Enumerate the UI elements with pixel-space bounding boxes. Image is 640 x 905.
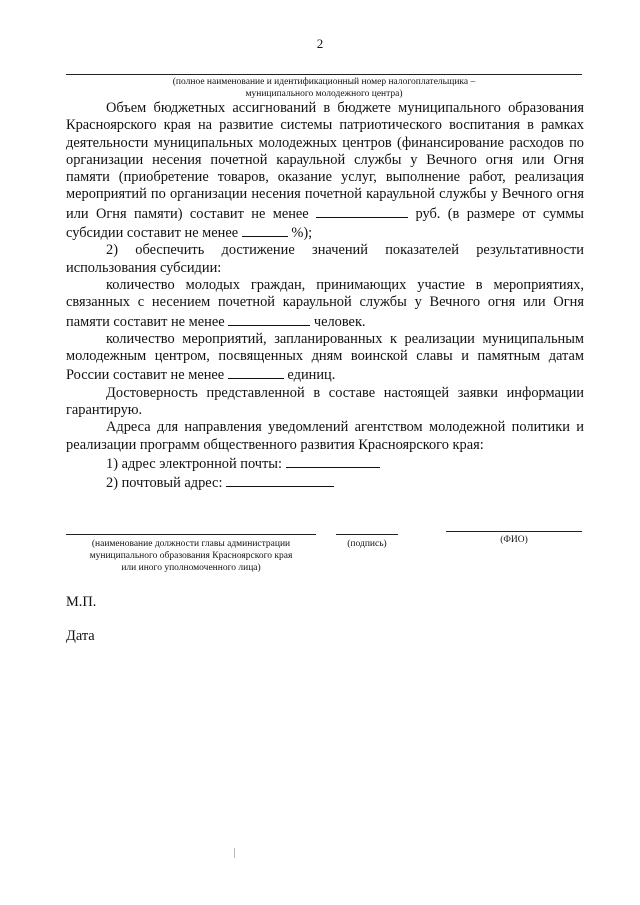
paragraph-youth-count-end: человек. bbox=[313, 313, 366, 330]
events-count-blank bbox=[228, 365, 284, 379]
paragraph-youth-count bbox=[66, 277, 584, 331]
page-number: 2 bbox=[316, 36, 324, 51]
name-line bbox=[446, 531, 582, 532]
youth-count-blank bbox=[228, 312, 310, 326]
amount-blank bbox=[316, 204, 408, 218]
signature-caption: (подпись) bbox=[347, 539, 387, 549]
paragraph-events-count bbox=[66, 331, 584, 385]
name-caption: (ФИО) bbox=[500, 535, 528, 545]
email-label: 1) адрес электронной почты: bbox=[106, 455, 282, 472]
paragraph-addresses: Адреса для направления уведомлений агентством молодежной политики и реализации программ общественного развития Красноярского края: bbox=[66, 419, 584, 453]
paragraph-budget-end: %); bbox=[291, 225, 313, 242]
position-caption bbox=[66, 538, 316, 574]
date-label: Дата bbox=[66, 628, 95, 644]
paragraph-youth-count-text: количество молодых граждан, принимающих участие в мероприятиях, связанных с несением почетной караульной службы у Вечного огня или Огня памяти составит не менее bbox=[66, 276, 584, 330]
paragraph-email bbox=[66, 454, 584, 473]
scan-artifact bbox=[234, 848, 235, 858]
paragraph-reliability: Достоверность представленной в составе настоящей заявки информации гарантирую. bbox=[66, 384, 584, 419]
stamp-label: М.П. bbox=[66, 594, 97, 610]
header-caption-line-1: (полное наименование и идентификационный номер налогоплательщика – bbox=[172, 77, 476, 87]
position-caption-line-3: или иного уполномоченного лица) bbox=[121, 563, 261, 573]
signature-line bbox=[336, 534, 398, 535]
paragraph-budget bbox=[66, 100, 584, 242]
paragraph-events-count-end: единиц. bbox=[287, 367, 336, 384]
position-caption-line-2: муниципального образования Красноярского края bbox=[89, 551, 293, 561]
percent-blank bbox=[242, 223, 288, 237]
header-caption-line-2: муниципального молодежного центра) bbox=[245, 89, 403, 99]
postal-blank bbox=[226, 473, 334, 487]
document-body bbox=[66, 100, 584, 493]
paragraph-indicators: 2) обеспечить достижение значений показателей результативности использования субсидии: bbox=[66, 242, 584, 276]
postal-label: 2) почтовый адрес: bbox=[106, 475, 223, 492]
paragraph-events-count-text: количество мероприятий, запланированных к реализации муниципальным молодежным центром, посвященных дням воинской славы и памятным датам России составит не менее bbox=[66, 330, 584, 384]
paragraph-postal bbox=[66, 473, 584, 492]
header-fill-line bbox=[66, 74, 582, 75]
paragraph-budget-text: Объем бюджетных ассигнований в бюджете муниципального образования Красноярского края на развитие системы патриотического воспитания в рамках деятельности муниципальных молодежных центров (финансирование расходов по организации несения почетной караульной службы у Вечного огня или Огня памяти (приобретение товаров, оказание услуг, выполнение работ, реализация мероприятий по организации несения почетной караульной службы у Вечного огня или Огня памяти) составит не менее bbox=[66, 100, 584, 222]
position-line bbox=[66, 534, 316, 535]
email-blank bbox=[286, 454, 380, 468]
position-caption-line-1: (наименование должности главы администрации bbox=[91, 539, 291, 549]
header-caption bbox=[66, 76, 582, 100]
paragraph-budget-mid: руб. (в размере от суммы субсидии составит не менее bbox=[66, 205, 584, 242]
